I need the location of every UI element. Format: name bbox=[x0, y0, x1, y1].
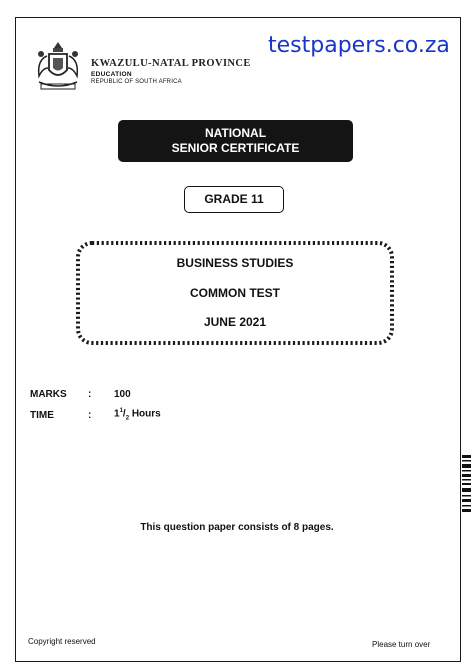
test-type: COMMON TEST bbox=[190, 286, 280, 300]
certificate-line-2: SENIOR CERTIFICATE bbox=[171, 141, 300, 155]
time-whole: 1 bbox=[114, 408, 120, 420]
time-value: $1^1/_2$ Hours bbox=[114, 408, 161, 422]
marks-colon: : bbox=[88, 389, 92, 400]
marks-value: 100 bbox=[114, 389, 131, 400]
marks-label: MARKS bbox=[30, 389, 67, 400]
certificate-line-1: NATIONAL bbox=[204, 126, 267, 140]
time-unit: Hours bbox=[131, 408, 161, 420]
time-denominator: 2 bbox=[125, 415, 130, 422]
subject-name: BUSINESS STUDIES bbox=[176, 256, 294, 270]
time-label: TIME bbox=[30, 410, 54, 421]
turn-over-notice: Please turn over bbox=[372, 640, 431, 649]
grade-box: GRADE 11 bbox=[184, 186, 284, 213]
department-name: EDUCATION bbox=[91, 71, 132, 78]
copyright-notice: Copyright reserved bbox=[28, 637, 96, 646]
watermark-link[interactable]: testpapers.co.za bbox=[268, 33, 450, 58]
coat-of-arms-icon bbox=[33, 38, 83, 96]
page-count-note: This question paper consists of 8 pages. bbox=[140, 522, 334, 533]
province-name: KWAZULU-NATAL PROVINCE bbox=[91, 58, 251, 69]
certificate-banner bbox=[118, 120, 353, 162]
time-numerator: 1 bbox=[119, 408, 123, 414]
time-colon: : bbox=[88, 410, 92, 421]
country-name: REPUBLIC OF SOUTH AFRICA bbox=[91, 79, 182, 85]
barcode-icon bbox=[462, 455, 471, 515]
exam-session: JUNE 2021 bbox=[203, 315, 267, 329]
